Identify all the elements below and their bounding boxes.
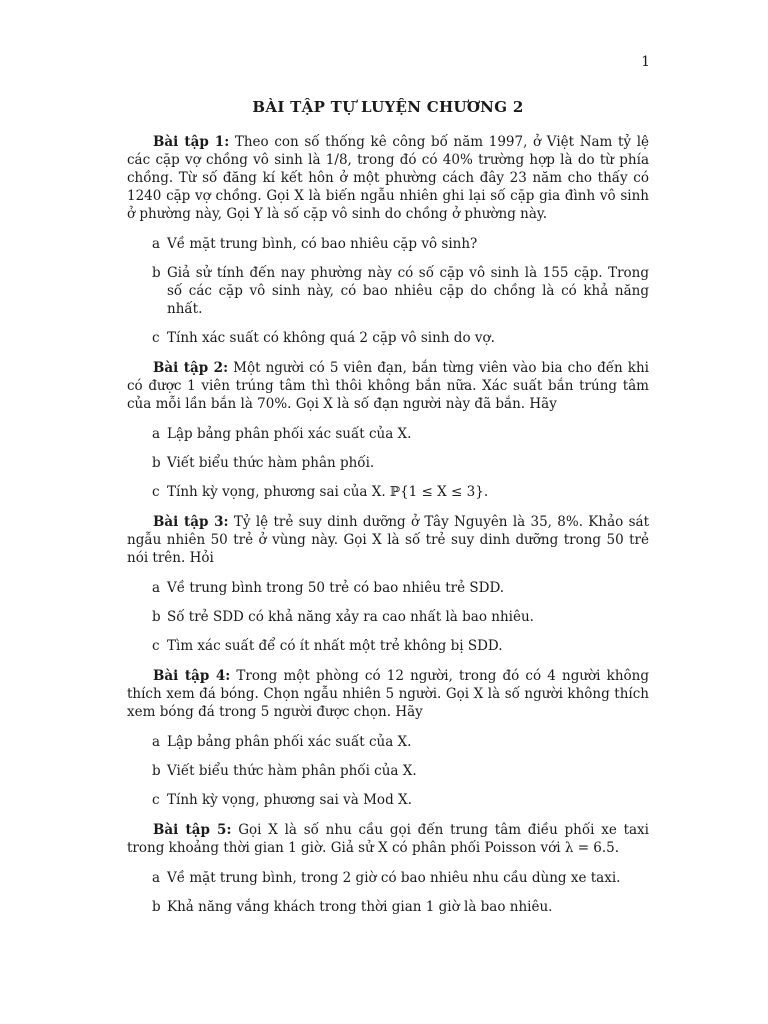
item-text: Khả năng vắng khách trong thời gian 1 giờ là bao nhiêu. [167, 899, 553, 915]
list-item [127, 329, 649, 347]
list-item [127, 235, 649, 253]
item-letter: b [152, 265, 161, 281]
exercise-text: Tỷ lệ trẻ suy dinh dưỡng ở Tây Nguyên là 35, 8%. Khảo sát ngẫu nhiên 50 trẻ ở vùng này. Gọi X là số trẻ suy dinh dưỡng trong 50 trẻ nói trên. Hỏi [127, 514, 649, 566]
exercise-label: Bài tập 3: [153, 514, 229, 530]
item-letter: b [152, 763, 161, 779]
item-letter: c [152, 484, 160, 500]
exercise-5 [127, 821, 649, 916]
item-text: Viết biểu thức hàm phân phối. [167, 455, 375, 471]
exercise-label: Bài tập 5: [153, 822, 232, 838]
item-letter: b [152, 899, 161, 915]
item-letter: a [152, 580, 161, 596]
item-letter: a [152, 236, 161, 252]
exercise-items [127, 579, 649, 655]
document-body [127, 98, 649, 928]
exercise-label: Bài tập 2: [153, 360, 229, 376]
exercise-4 [127, 667, 649, 809]
exercise-items [127, 733, 649, 809]
item-text: Tìm xác suất để có ít nhất một trẻ không bị SDD. [167, 638, 503, 654]
exercise-3 [127, 513, 649, 655]
exercise-statement [127, 133, 649, 223]
list-item [127, 608, 649, 626]
exercise-label: Bài tập 4: [153, 668, 231, 684]
item-text: Về mặt trung bình, có bao nhiêu cặp vô sinh? [167, 236, 478, 252]
item-text: Số trẻ SDD có khả năng xảy ra cao nhất là bao nhiêu. [167, 609, 534, 625]
item-text: Về mặt trung bình, trong 2 giờ có bao nhiêu nhu cầu dùng xe taxi. [167, 870, 621, 886]
item-letter: c [152, 792, 160, 808]
item-text: Lập bảng phân phối xác suất của X. [167, 426, 412, 442]
document-title: BÀI TẬP TỰ LUYỆN CHƯƠNG 2 [252, 98, 524, 116]
item-letter: b [152, 455, 161, 471]
exercise-1 [127, 133, 649, 347]
exercise-label: Bài tập 1: [153, 134, 230, 150]
item-letter: a [152, 734, 161, 750]
item-text: Tính kỳ vọng, phương sai của X. ℙ{1 ≤ X ≤ 3}. [167, 484, 489, 500]
list-item [127, 733, 649, 751]
item-text: Về trung bình trong 50 trẻ có bao nhiêu trẻ SDD. [167, 580, 505, 596]
item-text: Viết biểu thức hàm phân phối của X. [167, 763, 417, 779]
list-item [127, 483, 649, 501]
list-item [127, 425, 649, 443]
list-item [127, 579, 649, 597]
exercise-text: Theo con số thống kê công bố năm 1997, ở Việt Nam tỷ lệ các cặp vợ chồng vô sinh là 1/8, trong đó có 40% trường hợp là do từ phía chồng. Từ số đăng kí kết hôn ở một phường cách đây 23 năm cho thấy có 1240 cặp vợ chồng. Gọi X là biến ngẫu nhiên ghi lại số cặp gia đình vô sinh ở phường này, Gọi Y là số cặp vô sinh do chồng ở phường này. [127, 134, 649, 222]
exercise-statement [127, 359, 649, 413]
exercise-statement [127, 667, 649, 721]
list-item [127, 637, 649, 655]
exercise-items [127, 869, 649, 916]
item-letter: a [152, 870, 161, 886]
exercise-items [127, 235, 649, 347]
exercise-items [127, 425, 649, 501]
item-text: Tính kỳ vọng, phương sai và Mod X. [167, 792, 412, 808]
list-item [127, 791, 649, 809]
list-item [127, 264, 649, 318]
item-letter: c [152, 330, 160, 346]
exercise-statement [127, 513, 649, 567]
item-letter: c [152, 638, 160, 654]
exercise-2 [127, 359, 649, 501]
exercise-text: Gọi X là số nhu cầu gọi đến trung tâm điều phối xe taxi trong khoảng thời gian 1 giờ. Giả sử X có phân phối Poisson với λ = 6.5. [127, 822, 649, 856]
item-letter: a [152, 426, 161, 442]
item-text: Lập bảng phân phối xác suất của X. [167, 734, 412, 750]
item-letter: b [152, 609, 161, 625]
exercise-statement [127, 821, 649, 857]
list-item [127, 869, 649, 887]
item-text: Giả sử tính đến nay phường này có số cặp vô sinh là 155 cặp. Trong số các cặp vô sinh này, có bao nhiêu cặp do chồng là có khả năng nhất. [167, 265, 649, 317]
exercise-text: Trong một phòng có 12 người, trong đó có 4 người không thích xem đá bóng. Chọn ngẫu nhiên 5 người. Gọi X là số người không thích xem bóng đá trong 5 người được chọn. Hãy [127, 668, 649, 720]
exercise-text: Một người có 5 viên đạn, bắn từng viên vào bia cho đến khi có được 1 viên trúng tâm thì thôi không bắn nữa. Xác suất bắn trúng tâm của mỗi lần bắn là 70%. Gọi X là số đạn người này đã bắn. Hãy [127, 360, 649, 412]
page-number: 1 [641, 54, 650, 70]
list-item [127, 898, 649, 916]
list-item [127, 762, 649, 780]
item-text: Tính xác suất có không quá 2 cặp vô sinh do vợ. [167, 330, 495, 346]
list-item [127, 454, 649, 472]
